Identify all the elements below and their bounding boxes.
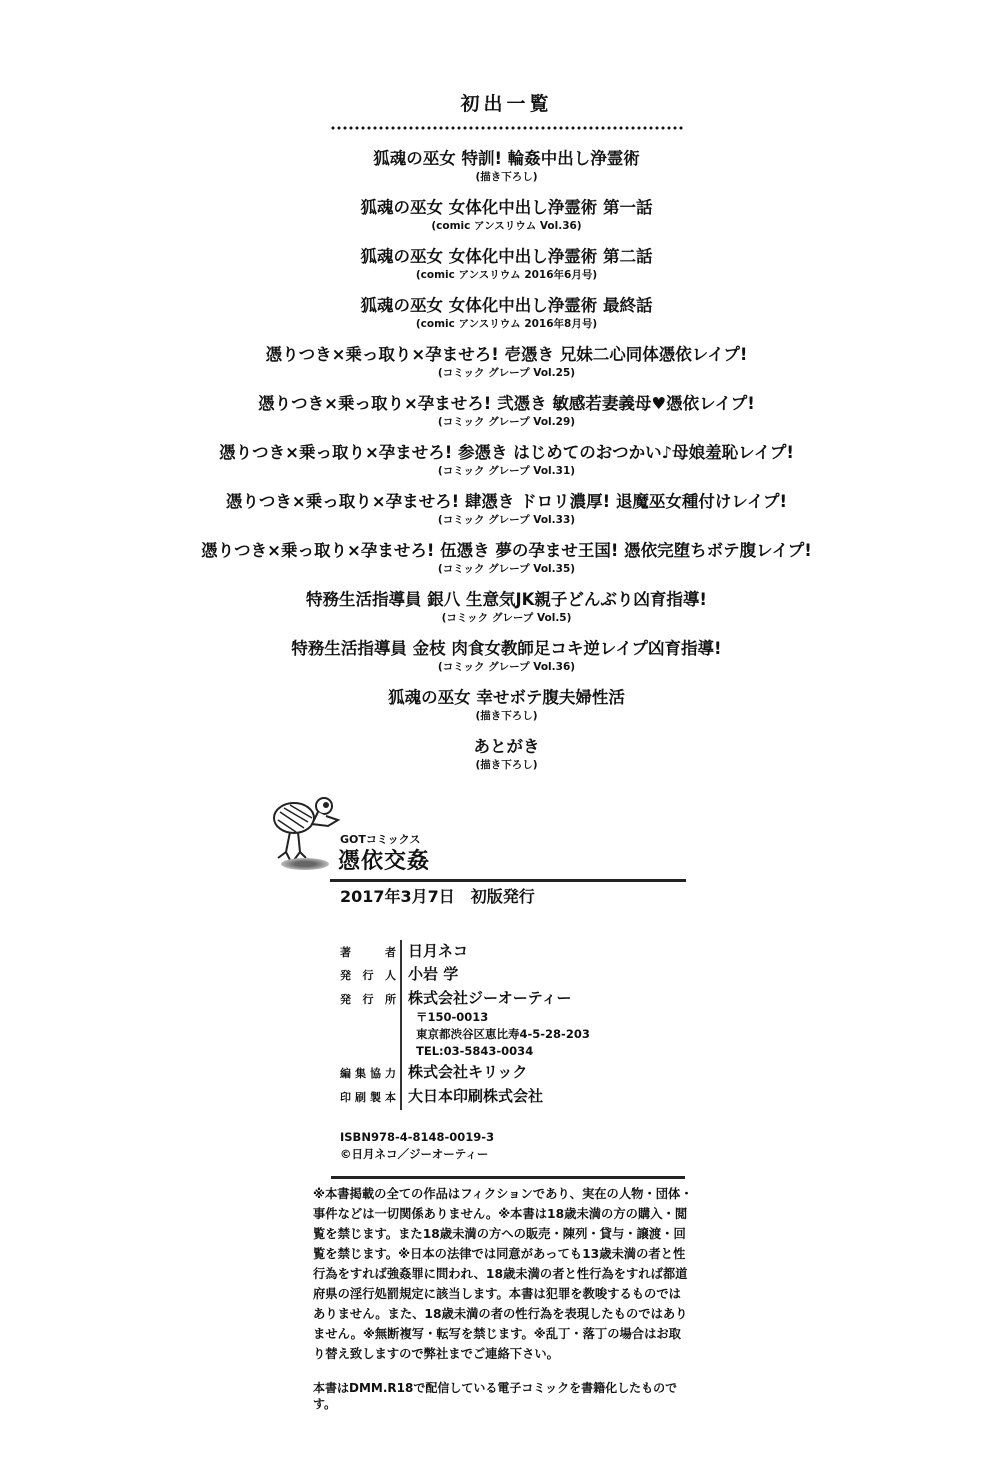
publisher-value: 小岩 学 — [408, 965, 459, 983]
entry-source: (コミック グレープ Vol.25) — [437, 367, 576, 379]
imprint-label: GOTコミックス — [340, 833, 421, 846]
editing-value: 株式会社キリック — [408, 1063, 528, 1081]
label-char: 製 — [370, 1091, 381, 1104]
label-char: 人 — [385, 969, 396, 982]
label-char: 発 — [340, 969, 351, 982]
entry-source: (コミック グレープ Vol.5) — [441, 612, 572, 624]
entry-title: あとがき — [473, 737, 540, 756]
book-title: 憑依交姦 — [338, 849, 431, 874]
entry-title: 狐魂の巫女 女体化中出し浄霊術 第一話 — [360, 198, 653, 217]
entry-source: (コミック グレープ Vol.33) — [437, 514, 576, 526]
entry-source: (コミック グレープ Vol.29) — [437, 416, 576, 428]
author-label — [340, 946, 396, 959]
entry-title: 狐魂の巫女 女体化中出し浄霊術 最終話 — [360, 296, 653, 315]
entry-source: (コミック グレープ Vol.31) — [437, 465, 576, 477]
entry-title: 憑りつき×乗っ取り×孕ませろ! 伍憑き 夢の孕ませ王国! 憑依完堕ちボテ腹レイプ! — [201, 541, 812, 560]
page-heading: 初出一覧 — [460, 93, 553, 115]
label-char: 刷 — [355, 1091, 366, 1104]
label-char: 印 — [340, 1091, 351, 1104]
entry-source: (comic アンスリウム Vol.36) — [431, 220, 582, 232]
entry-title: 狐魂の巫女 特訓! 輪姦中出し浄霊術 — [373, 149, 640, 168]
label-char: 協 — [370, 1067, 381, 1080]
label-char: 行 — [362, 969, 374, 982]
entry-title: 狐魂の巫女 女体化中出し浄霊術 第二話 — [360, 247, 653, 266]
entry-title: 特務生活指導員 金枝 肉食女教師足コキ逆レイプ凶育指導! — [291, 639, 722, 658]
label-char: 者 — [385, 946, 396, 959]
entry-title: 憑りつき×乗っ取り×孕ませろ! 弐憑き 敏感若妻義母♥憑依レイプ! — [258, 394, 755, 413]
label-char: 著 — [340, 946, 351, 959]
publication-date: 2017年3月7日 初版発行 — [340, 887, 535, 906]
label-char: 発 — [340, 993, 351, 1006]
label-char: 本 — [385, 1091, 396, 1104]
disclaimer-rule — [331, 1176, 685, 1179]
office-value: 株式会社ジーオーティー — [408, 989, 572, 1007]
list-item — [0, 491, 1000, 540]
editing-label — [340, 1067, 396, 1080]
list-item — [0, 540, 1000, 589]
list-item — [0, 638, 1000, 687]
entry-title: 憑りつき×乗っ取り×孕ませろ! 肆憑き ドロリ濃厚! 退魔巫女種付けレイプ! — [225, 492, 788, 511]
digital-note: 本書はDMM.R18で配信している電子コミックを書籍化したものです。 — [313, 1381, 678, 1411]
entry-source: (描き下ろし) — [475, 759, 538, 771]
entry-source: (コミック グレープ Vol.36) — [437, 661, 576, 673]
first-appearance-list — [0, 148, 1000, 785]
label-char: 行 — [362, 993, 374, 1006]
disclaimer-block — [313, 1184, 693, 1412]
printing-label — [340, 1091, 396, 1104]
label-char: 集 — [355, 1067, 366, 1080]
entry-title: 狐魂の巫女 幸せボテ腹夫婦性活 — [388, 688, 625, 707]
list-item — [0, 687, 1000, 736]
entry-title: 憑りつき×乗っ取り×孕ませろ! 参憑き はじめてのおつかい♪母娘羞恥レイプ! — [219, 443, 794, 462]
entry-source: (comic アンスリウム 2016年6月号) — [415, 269, 598, 281]
list-item — [0, 148, 1000, 197]
list-item — [0, 344, 1000, 393]
label-char: 力 — [385, 1067, 396, 1080]
list-item — [0, 442, 1000, 491]
entry-source: (comic アンスリウム 2016年8月号) — [415, 318, 598, 330]
logo-shadow — [281, 858, 329, 870]
address: 東京都渋谷区恵比寿4-5-28-203 — [416, 1027, 590, 1041]
entry-source: (コミック グレープ Vol.35) — [437, 563, 576, 575]
entry-source: (描き下ろし) — [475, 171, 538, 183]
list-item — [0, 589, 1000, 638]
author-value: 日月ネコ — [408, 942, 469, 960]
isbn: ISBN978-4-8148-0019-3 — [340, 1130, 495, 1144]
list-item — [0, 736, 1000, 785]
dotted-divider — [330, 126, 683, 130]
title-rule — [330, 879, 686, 882]
telephone: TEL:03-5843-0034 — [416, 1044, 534, 1058]
list-item — [0, 295, 1000, 344]
colophon-divider — [400, 940, 402, 1110]
office-label — [340, 993, 396, 1006]
list-item — [0, 197, 1000, 246]
postal-code: 〒150-0013 — [416, 1010, 489, 1024]
entry-source: (描き下ろし) — [475, 710, 538, 722]
copyright: ©日月ネコ／ジーオーティー — [340, 1147, 489, 1161]
disclaimer-text: ※本書掲載の全ての作品はフィクションであり、実在の人物・団体・事件などは一切関係ありません。※本書は18歳未満の方の購入・閲覧を禁じます。また18歳未満の方への販売・陳列・貸与・譲渡・回覧を禁じます。※日本の法律では同意があっても13歳未満の者と性行為をすれば強姦罪に問われ、18歳未満の者と性行為をすれば都道府県の淫行処罰規定に該当します。本書は犯罪を教唆するものではありません。また、18歳未満の者の性行為を表現したものではありません。※無断複写・転写を禁じます。※乱丁・落丁の場合はお取り替え致しますので弊社までご連絡下さい。 — [313, 1187, 693, 1361]
entry-title: 特務生活指導員 銀八 生意気JK親子どんぶり凶育指導! — [306, 590, 707, 609]
label-char: 編 — [340, 1067, 351, 1080]
list-item — [0, 393, 1000, 442]
publisher-label — [340, 969, 396, 982]
printing-value: 大日本印刷株式会社 — [408, 1087, 544, 1105]
entry-title: 憑りつき×乗っ取り×孕ませろ! 壱憑き 兄妹二心同体憑依レイプ! — [265, 345, 748, 364]
list-item — [0, 246, 1000, 295]
label-char: 所 — [385, 993, 396, 1006]
